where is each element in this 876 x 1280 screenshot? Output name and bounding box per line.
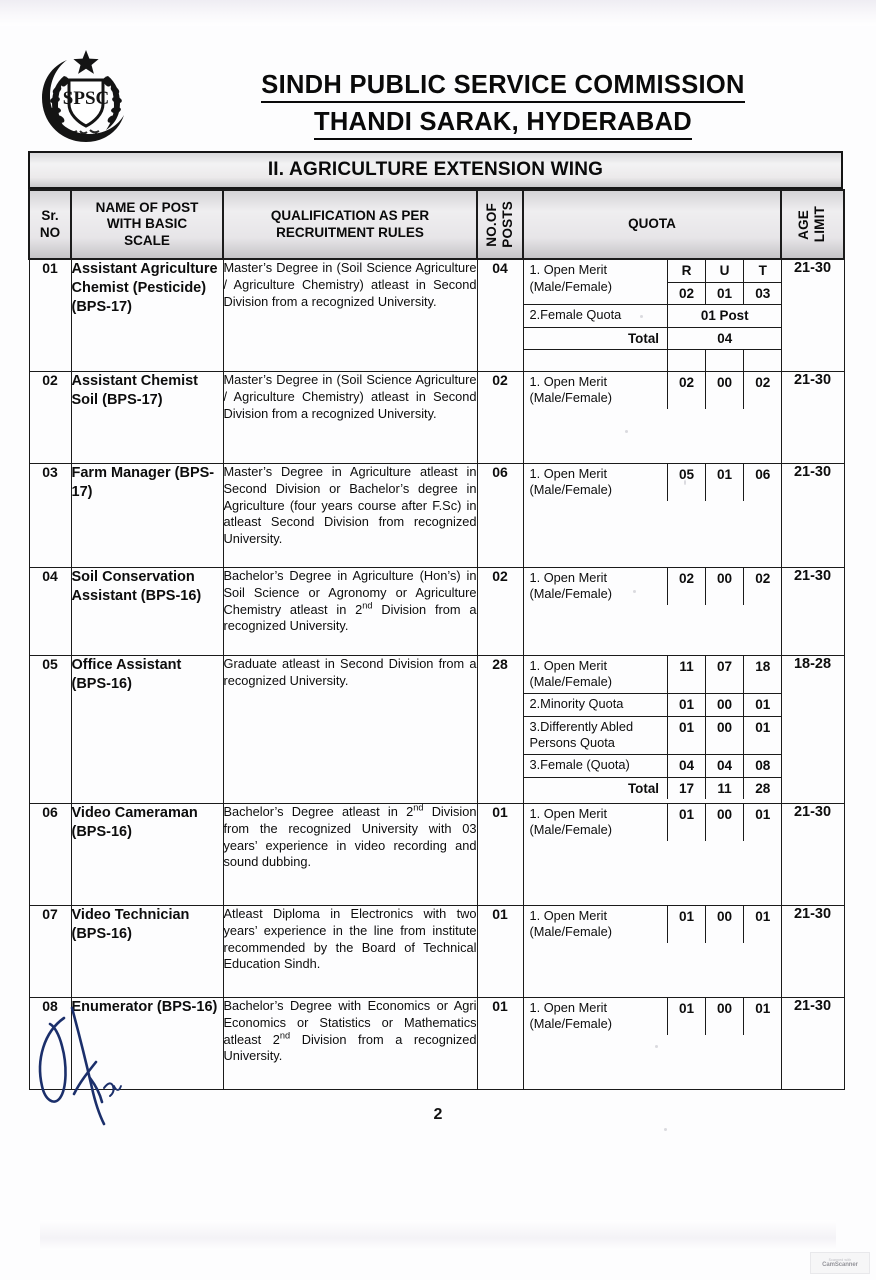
cell-post-name: Video Technician (BPS-16) [71,905,223,997]
cell-quota [523,371,781,463]
quota-subrow [524,804,782,841]
cell-post-name: Farm Manager (BPS-17) [71,463,223,567]
header-age-limit-line2: LIMIT [812,206,827,243]
quota-subtable [524,464,782,501]
organization-name-line2: THANDI SARAK, HYDERABAD [314,107,692,140]
quota-subrow [524,327,782,349]
header-no-of-posts [477,190,523,259]
quota-value-u: 00 [706,372,744,409]
header-no-of-posts-line1: NO.OF [483,202,499,247]
quota-label-line2: (Male/Female) [529,674,612,690]
cell-no-of-posts: 01 [477,905,523,997]
quota-value-r: 02 [668,282,706,305]
cell-sr-no: 04 [29,567,71,655]
quota-label-line1: 1. Open Merit [529,999,608,1015]
quota-value-r: 01 [668,804,706,841]
scan-speck [664,1128,667,1131]
cell-quota [523,905,781,997]
cell-qualification: Graduate atleast in Second Division from a recognized University. [223,655,477,803]
quota-label-line2: (Male/Female) [529,822,612,838]
header-post-line2: WITH BASIC [106,216,188,232]
cell-age-limit: 21-30 [781,463,844,567]
cell-age-limit: 18-28 [781,655,844,803]
quota-label [524,716,668,754]
quota-value-u: 00 [706,716,744,754]
quota-value-t: 01 [755,908,771,924]
quota-subtable [524,906,782,943]
quota-label-line1: 1. Open Merit [529,657,608,673]
quota-value-u: 01 [706,282,744,305]
quota-value-u: 04 [706,754,744,777]
quota-value-t: 08 [744,754,782,777]
header-sr-no [29,190,71,259]
quota-label [524,464,668,501]
cell-post-name: Assistant Chemist Soil (BPS-17) [71,371,223,463]
quota-subrow [524,656,782,694]
table-row [29,803,844,905]
quota-label-line1: 1. Open Merit [529,907,608,923]
table-row [29,567,844,655]
quota-value-u: 07 [706,656,744,694]
header-age-limit [781,190,844,259]
page-number: 2 [433,1106,443,1123]
quota-subrow [524,260,782,282]
quota-col-header-u: U [706,260,744,282]
cell-no-of-posts: 02 [477,371,523,463]
quota-label-line2: (Male/Female) [529,278,612,294]
cell-post-name: Soil Conservation Assistant (BPS-16) [71,567,223,655]
cell-age-limit: 21-30 [781,259,844,371]
cell-post-name: Assistant Agriculture Chemist (Pesticide) (BPS-17) [71,259,223,371]
quota-wide-value: 01 Post [668,305,782,327]
cell-no-of-posts: 01 [477,997,523,1089]
quota-value-r: 11 [668,656,706,694]
header-qualification-line2: RECRUITMENT RULES [276,224,424,240]
cell-sr-no: 03 [29,463,71,567]
cell-sr-no: 06 [29,803,71,905]
quota-label-line1: 1. Open Merit [529,373,608,389]
quota-label: 2.Female Quota [524,305,668,327]
quota-subrow [524,716,782,754]
cell-quota [523,259,781,371]
cell-qualification: Master’s Degree in Agriculture atleast in Second Division or Bachelor’s degree in Agriculture (four years course after F.Sc) in atleast Second Division from recognized University. [223,463,477,567]
quota-value-r: 01 [668,694,706,717]
table-body [29,259,844,1089]
quota-subrow [524,305,782,327]
cell-qualification: Atleast Diploma in Electronics with two years’ experience in the line from institute recommended by the Board of Technical Education Sindh. [223,905,477,997]
cell-no-of-posts: 06 [477,463,523,567]
cell-sr-no: 07 [29,905,71,997]
table-row [29,997,844,1089]
quota-value-r: 02 [668,372,706,409]
quota-value-r: 05 [668,464,706,501]
quota-label: 2.Minority Quota [524,694,668,717]
quota-subrow [524,568,782,605]
organization-title-block [214,70,792,140]
cell-age-limit: 21-30 [781,905,844,997]
cell-age-limit: 21-30 [781,371,844,463]
quota-label-line1: 1. Open Merit [529,805,608,821]
table-row [29,905,844,997]
cell-sr-no: 08 [29,997,71,1089]
quota-label [524,998,668,1035]
cell-qualification: Bachelor’s Degree with Economics or Agri Economics or Statistics or Mathematics atleast 2nd Division from a recognized University. [223,997,477,1089]
header-sr-no-line2: NO [39,224,61,240]
cell-age-limit: 21-30 [781,997,844,1089]
quota-subrow [524,906,782,943]
quota-subrow [524,998,782,1035]
quota-total-value: 04 [668,327,782,349]
quota-col-header-t: T [744,260,782,282]
cell-qualification: Master’s Degree in (Soil Science Agriculture / Agriculture Chemistry) atleast in Second Division from a recognized University. [223,259,477,371]
quota-value-u: 11 [706,777,744,799]
quota-subtable [524,372,782,409]
quota-label [524,260,668,305]
watermark-top-text: Scanned with [828,1258,852,1262]
header-qualification [223,190,477,259]
cell-qualification: Bachelor’s Degree atleast in 2nd Division from the recognized University with 03 years’ experience in video recording and sound dubbing. [223,803,477,905]
quota-value-t: 02 [755,374,771,390]
cell-quota [523,803,781,905]
quota-value-t: 28 [755,780,771,796]
quota-filler [668,350,706,371]
quota-label-line1: 1. Open Merit [529,569,608,585]
quota-filler [706,350,744,371]
quota-label-line2: (Male/Female) [529,1016,612,1032]
header-quota: QUOTA [523,190,781,259]
quota-label [524,372,668,409]
cell-no-of-posts: 01 [477,803,523,905]
quota-label-line2: (Male/Female) [529,482,612,498]
table-row [29,371,844,463]
quota-subtable [524,568,782,605]
quota-value-u: 00 [706,998,744,1035]
section-title-band [28,151,843,189]
table-header-row [29,190,844,259]
header-age-limit-line1: AGE [796,209,812,240]
quota-value-r: 01 [668,716,706,754]
document-header [24,44,852,156]
cell-quota [523,567,781,655]
quota-value-u: 00 [706,694,744,717]
cell-sr-no: 05 [29,655,71,803]
quota-filler [524,350,668,371]
quota-label-line2: (Male/Female) [529,586,612,602]
header-name-of-post [71,190,223,259]
quota-value-t: 01 [755,1000,771,1016]
quota-subrow [524,754,782,777]
quota-subrow [524,372,782,409]
table-row [29,463,844,567]
cell-no-of-posts: 04 [477,259,523,371]
quota-filler [744,350,782,371]
scan-artifact-bottom [40,1220,836,1250]
cell-age-limit: 21-30 [781,567,844,655]
spsc-emblem-icon [34,46,138,150]
quota-subtable [524,998,782,1035]
scan-artifact-top [0,0,876,26]
quota-value-t: 06 [755,466,771,482]
quota-value-t: 03 [744,282,782,305]
cell-no-of-posts: 28 [477,655,523,803]
quota-subrow [524,464,782,501]
quota-subrow [524,350,782,371]
cell-post-name: Video Cameraman (BPS-16) [71,803,223,905]
cell-no-of-posts: 02 [477,567,523,655]
watermark-main-text: CamScanner [822,1262,858,1268]
quota-value-t: 02 [755,570,771,586]
organization-name-line1: SINDH PUBLIC SERVICE COMMISSION [261,70,744,103]
quota-value-r: 17 [668,777,706,799]
quota-value-u: 01 [706,464,744,501]
quota-label-line1: 1. Open Merit [529,262,608,277]
quota-subtable [524,260,783,371]
quota-value-t: 01 [744,716,782,754]
header-sr-no-line1: Sr. [41,208,59,224]
cell-post-name: Enumerator (BPS-16) [71,997,223,1089]
quota-subtable [524,804,782,841]
quota-value-r: 04 [668,754,706,777]
cell-age-limit: 21-30 [781,803,844,905]
header-qualification-line1: QUALIFICATION AS PER [270,208,430,224]
quota-total-label: Total [524,327,668,349]
table-row [29,259,844,371]
quota-subrow [524,777,782,799]
quota-value-r: 01 [668,906,706,943]
quota-value-u: 00 [706,804,744,841]
cell-quota [523,463,781,567]
cell-sr-no: 02 [29,371,71,463]
section-title: II. AGRICULTURE EXTENSION WING [267,159,604,180]
quota-label-line2: (Male/Female) [529,390,612,406]
quota-col-header-r: R [668,260,706,282]
quota-label [524,656,668,694]
quota-label-line1: 1. Open Merit [529,465,608,481]
quota-subtable [524,656,782,800]
cell-quota [523,655,781,803]
quota-total-label: Total [524,777,668,799]
quota-label-line1: 3.Differently Abled [529,718,634,734]
quota-value-r: 01 [668,998,706,1035]
quota-value-t: 01 [744,694,782,717]
vacancy-table [28,189,845,1090]
cell-sr-no: 01 [29,259,71,371]
quota-label [524,906,668,943]
emblem-monogram: SPSC [62,88,110,109]
quota-value-r: 02 [668,568,706,605]
cell-qualification: Bachelor’s Degree in Agriculture (Hon’s) in Soil Science or Agronomy or Agriculture Chemistry atleast in 2nd Division from a recognized University. [223,567,477,655]
header-post-line1: NAME OF POST [95,199,199,215]
header-post-line3: SCALE [124,232,170,248]
quota-value-t: 18 [744,656,782,694]
quota-subrow [524,694,782,717]
quota-value-u: 00 [706,568,744,605]
quota-value-u: 00 [706,906,744,943]
table-row [29,655,844,803]
quota-label [524,804,668,841]
quota-label [524,568,668,605]
quota-value-t: 01 [755,806,771,822]
cell-post-name: Office Assistant (BPS-16) [71,655,223,803]
camscanner-watermark [810,1252,870,1274]
quota-label: 3.Female (Quota) [524,754,668,777]
cell-quota [523,997,781,1089]
quota-label-line2: Persons Quota [529,735,615,751]
cell-qualification: Master’s Degree in (Soil Science Agriculture / Agriculture Chemistry) atleast in Second Division from a recognized University. [223,371,477,463]
quota-label-line2: (Male/Female) [529,924,612,940]
header-no-of-posts-line2: POSTS [499,201,515,248]
